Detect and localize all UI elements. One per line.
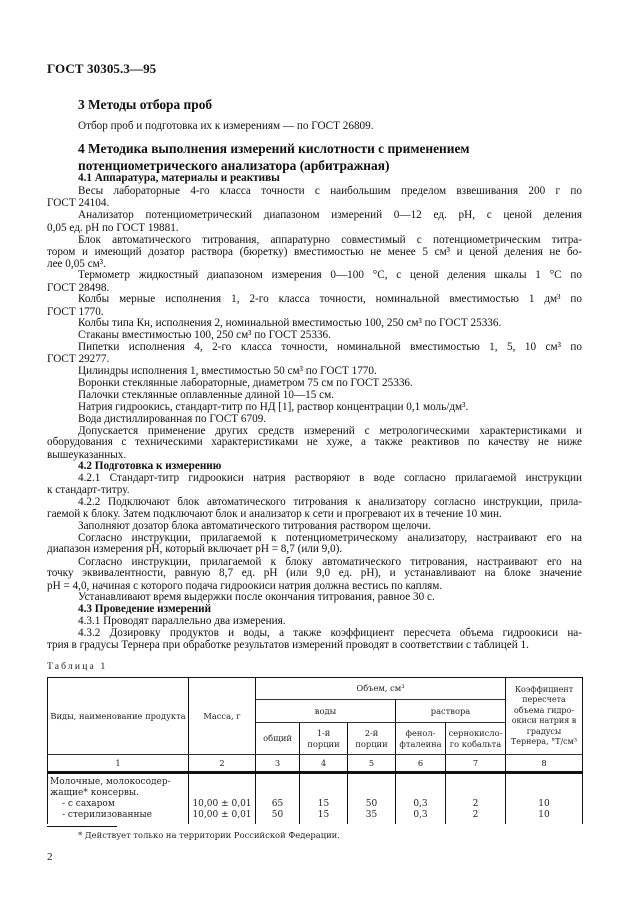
- paragraph-line: Допускается применение других средств измерений с метрологическими характеристиками и: [78, 425, 582, 437]
- paragraph-line: 4.2.2 Подключают блок автоматического титрования к анализатору согласно инструкции, прила-: [78, 496, 582, 508]
- table-caption: Таблица 1: [47, 662, 108, 672]
- header-solution: раствора: [396, 700, 506, 723]
- product-name: - с сахаром: [62, 799, 115, 809]
- paragraph-line: Колбы типа Кн, исполнения 2, номинальной вместимостью 100, 250 см³ по ГОСТ 25336.: [78, 317, 502, 329]
- product-group: Молочные, молокосодер-жащие* консервы.: [50, 777, 171, 798]
- column-number: 6: [396, 755, 446, 773]
- document-header: ГОСТ 30305.3—95: [47, 61, 157, 76]
- header-mass: Масса, г: [189, 678, 256, 755]
- header-total: общий: [256, 723, 300, 755]
- page-number: 2: [47, 851, 53, 863]
- paragraph-line: точку эквивалентности, равную 8,7 ед. рН (или 9,0 ед. рН), и устанавливают на блоке значение: [47, 567, 582, 579]
- section-4-title-line-1: 4 Методика выполнения измерений кислотности с применением: [78, 141, 470, 156]
- paragraph-line: Стаканы вместимостью 100, 250 см³ по ГОСТ 25336.: [78, 329, 331, 341]
- cobalt-sulfate-volume: 2: [472, 799, 479, 809]
- header-phenolphthalein: фенол-фталеина: [396, 723, 446, 755]
- total-volume: 50: [271, 810, 284, 820]
- header-portion-1: 1-й порции: [300, 723, 348, 755]
- header-product: Виды, наименование продукта: [48, 678, 189, 755]
- paragraph-line: Анализатор потенциометрический диапазоном измерений 0—12 ед. рН, с ценой деления: [78, 209, 582, 221]
- column-number: 4: [300, 755, 348, 773]
- table-1: [47, 677, 583, 824]
- portion-2-volume: 35: [365, 810, 378, 820]
- paragraph-line: Заполняют дозатор блока автоматического титрования раствором щелочи.: [78, 520, 431, 532]
- column-number: 2: [189, 755, 256, 773]
- paragraph-line: диапазон измерения рН, который включает рН = 8,7 (или 9,0).: [47, 543, 343, 555]
- total-volume: 65: [271, 799, 284, 809]
- paragraph-line: Колбы мерные исполнения 1, 2-го класса точности, номинальной вместимостью 1 дм³ по: [78, 293, 582, 305]
- paragraph-line: Согласно инструкции, прилагаемой к блоку автоматического титрования, настраивают его на: [78, 556, 582, 568]
- table-row: [48, 773, 583, 825]
- paragraph-line: Согласно инструкции, прилагаемой к потенциометрическому анализатору, настраивают его на: [78, 532, 582, 544]
- paragraph-line: к стандарт-титру.: [47, 484, 130, 496]
- portion-2-volume: 50: [365, 799, 378, 809]
- mass-value: 10,00 ± 0,01: [192, 810, 252, 820]
- phenolphthalein-volume: 0,3: [413, 810, 428, 820]
- paragraph-line: 0,05 ед. рН по ГОСТ 19881.: [47, 222, 179, 234]
- column-number: 7: [446, 755, 506, 773]
- paragraph-line: трия в градусы Тернера при обработке результатов измерений проводят в соответствии с таблицей 1.: [47, 639, 529, 651]
- cobalt-sulfate-volume: 2: [472, 810, 479, 820]
- coefficient-value: 10: [538, 799, 550, 809]
- footnote: * Действует только на территории Российской Федерации.: [78, 830, 340, 840]
- paragraph-line: тором и имеющий дозатор раствора (бюретку) вместимостью не менее 5 см³ и ценой деления не бо-: [47, 246, 582, 258]
- paragraph-line: Термометр жидкостный диапазоном измерения 0—100 °С, с ценой деления шкалы 1 °С по: [78, 269, 582, 281]
- portion-1-volume: 15: [317, 799, 330, 809]
- paragraph-line: Цилиндры исполнения 1, вместимостью 50 см³ по ГОСТ 1770.: [78, 365, 377, 377]
- product-name: - стерилизованные: [62, 810, 152, 820]
- paragraph-line: Воронки стеклянные лабораторные, диаметром 75 см по ГОСТ 25336.: [78, 377, 413, 389]
- paragraph-line: 4.3.1 Проводят параллельно два измерения.: [78, 615, 286, 627]
- paragraph-line: ГОСТ 1770.: [47, 306, 104, 318]
- section-4-2-title: 4.2 Подготовка к измерению: [78, 460, 222, 472]
- paragraph-line: лее 0,05 см³.: [47, 258, 106, 270]
- header-coefficient: Коэффициент пересчета объема гидро-окиси натрия в градусы Тернера, °Т/см³: [506, 678, 583, 755]
- paragraph-line: Пипетки исполнения 4, 2-го класса точности, номинальной вместимостью 1, 5, 10 см³ по: [78, 341, 582, 353]
- section-3-title: 3 Методы отбора проб: [78, 97, 213, 112]
- paragraph-line: Блок автоматического титрования, аппаратурно совместимый с потенциометрическим титра-: [78, 234, 582, 246]
- portion-1-volume: 15: [317, 810, 330, 820]
- column-number: 5: [348, 755, 396, 773]
- paragraph-line: 4.3.2 Дозировку продуктов и воды, а также коэффициент пересчета объема гидроокиси на-: [78, 627, 582, 639]
- paragraph-line: вышеуказанных.: [47, 449, 127, 461]
- section-3-text: Отбор проб и подготовка их к измерениям — по ГОСТ 26809.: [78, 120, 374, 132]
- paragraph-line: ГОСТ 24104.: [47, 197, 110, 209]
- mass-value: 10,00 ± 0,01: [192, 799, 252, 809]
- section-4-3-title: 4.3 Проведение измерений: [78, 603, 212, 615]
- footnote-divider: [47, 826, 117, 827]
- section-4-title-line-2: потенциометрического анализатора (арбитражная): [78, 158, 390, 173]
- paragraph-line: Натрия гидроокись, стандарт-титр по НД [1], раствор концентрации 0,1 моль/дм³.: [78, 401, 469, 413]
- header-volume: Объем, см³: [256, 678, 506, 700]
- column-number: 3: [256, 755, 300, 773]
- coefficient-value: 10: [538, 810, 550, 820]
- header-water: воды: [256, 700, 396, 723]
- paragraph-line: рН = 4,0, начиная с которого подача гидроокиси натрия должна вестись по каплям.: [47, 580, 443, 592]
- paragraph-line: Палочки стеклянные оплавленные длиной 10—15 см.: [78, 389, 335, 401]
- paragraph-line: ГОСТ 29277.: [47, 353, 110, 365]
- phenolphthalein-volume: 0,3: [413, 799, 428, 809]
- header-portion-2: 2-й порции: [348, 723, 396, 755]
- paragraph-line: ГОСТ 28498.: [47, 282, 110, 294]
- paragraph-line: оборудования с техническими характеристиками не хуже, а также реактивов по качеству не ниже: [47, 436, 582, 448]
- paragraph-line: 4.2.1 Стандарт-титр гидроокиси натрия растворяют в воде согласно прилагаемой инструкции: [78, 472, 582, 484]
- paragraph-line: гаемой к блоку. Затем подключают блок и анализатор к сети и прогревают их в течение 10 мин.: [47, 508, 502, 520]
- column-number: 8: [506, 755, 583, 773]
- paragraph-line: Вода дистиллированная по ГОСТ 6709.: [78, 413, 267, 425]
- column-number: 1: [48, 755, 189, 773]
- header-cobalt-sulfate: сернокисло-го кобальта: [446, 723, 506, 755]
- paragraph-line: Весы лабораторные 4-го класса точности с наибольшим пределом взвешивания 200 г по: [78, 185, 582, 197]
- paragraph-line: Устанавливают время выдержки после окончания титрования, равное 30 с.: [78, 591, 435, 603]
- section-4-1-title: 4.1 Аппаратура, материалы и реактивы: [78, 172, 280, 184]
